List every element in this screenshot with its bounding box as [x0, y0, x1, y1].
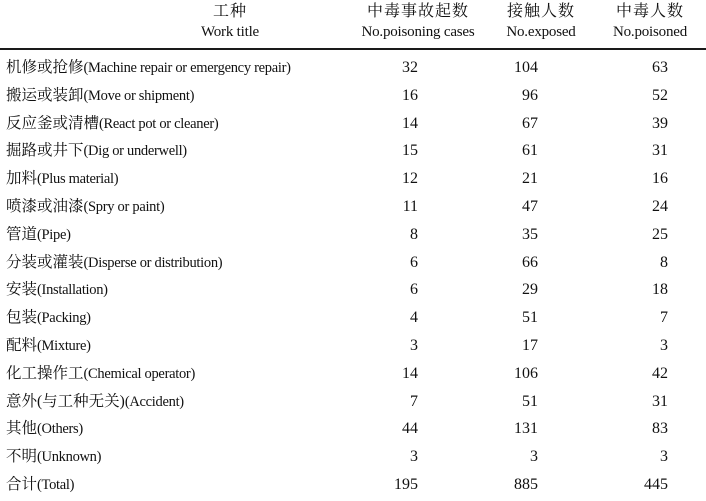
- work-title-cell: [6, 110, 218, 139]
- work-title-en: (Machine repair or emergency repair): [83, 60, 291, 76]
- poisoned-cell: 18: [652, 281, 668, 299]
- header-rule: [0, 48, 706, 50]
- work-title-zh: 加料: [6, 170, 38, 188]
- exposed-cell: 3: [530, 448, 538, 466]
- poisoned-cell: 3: [660, 336, 668, 354]
- header-poisoned-en: No.poisoned: [612, 24, 688, 40]
- table-row: [0, 82, 706, 110]
- work-title-zh: 不明: [6, 448, 38, 466]
- work-title-cell: [6, 165, 118, 194]
- work-title-zh: 合计: [6, 475, 38, 493]
- work-title-cell: [6, 360, 195, 389]
- work-title-cell: [6, 471, 74, 500]
- table-row: [0, 221, 706, 249]
- exposed-cell: 885: [514, 475, 538, 493]
- table-row: [0, 193, 706, 221]
- exposed-cell: 21: [522, 170, 538, 188]
- cases-cell: 7: [410, 392, 418, 410]
- table-row: [0, 54, 706, 82]
- poisoned-cell: 42: [652, 364, 668, 382]
- exposed-cell: 51: [522, 309, 538, 327]
- exposed-cell: 35: [522, 225, 538, 243]
- exposed-cell: 29: [522, 281, 538, 299]
- table-body: [0, 54, 706, 499]
- work-title-en: (Accident): [124, 393, 184, 410]
- work-title-en: (Pipe): [37, 226, 71, 243]
- poisoned-cell: 25: [652, 225, 668, 243]
- exposed-cell: 51: [522, 392, 538, 410]
- work-title-zh: 包装: [6, 309, 38, 327]
- work-title-en: (Move or shipment): [83, 87, 195, 104]
- poisoned-cell: 445: [644, 475, 668, 493]
- work-title-en: (Installation): [37, 282, 108, 299]
- work-title-cell: [6, 443, 101, 472]
- work-title-cell: [6, 415, 83, 444]
- work-title-zh: 安装: [6, 281, 38, 299]
- cases-cell: 8: [410, 225, 418, 243]
- cases-cell: 14: [402, 114, 418, 132]
- table-row: [0, 415, 706, 443]
- poisoned-cell: 31: [652, 142, 668, 160]
- exposed-cell: 96: [522, 86, 538, 104]
- work-title-en: (Packing): [37, 310, 91, 327]
- exposed-cell: 106: [514, 364, 538, 382]
- work-title-cell: [6, 332, 91, 361]
- work-title-cell: [6, 82, 194, 111]
- poisoned-cell: 24: [652, 197, 668, 215]
- work-title-zh: 意外(与工种无关): [6, 392, 125, 410]
- header-exposed: [485, 2, 597, 42]
- work-title-zh: 化工操作工: [6, 364, 84, 382]
- cases-cell: 3: [410, 448, 418, 466]
- exposed-cell: 67: [522, 114, 538, 132]
- poisoned-cell: 83: [652, 420, 668, 438]
- work-title-en: (React pot or cleaner): [99, 115, 219, 132]
- header-exposed-zh: 接触人数: [506, 3, 575, 20]
- cases-cell: 6: [410, 253, 418, 271]
- cases-cell: 15: [402, 142, 418, 160]
- header-poisoned: [595, 2, 705, 42]
- work-title-zh: 分装或灌装: [6, 253, 84, 271]
- work-title-zh: 喷漆或油漆: [6, 197, 84, 215]
- work-title-zh: 管道: [6, 225, 38, 243]
- header-poisoning-cases-zh: 中毒事故起数: [366, 3, 469, 20]
- work-title-en: (Chemical operator): [83, 365, 195, 382]
- work-title-cell: [6, 54, 291, 83]
- cases-cell: 4: [410, 309, 418, 327]
- poisoned-cell: 16: [652, 170, 668, 188]
- poisoned-cell: 3: [660, 448, 668, 466]
- cases-cell: 195: [394, 475, 418, 493]
- exposed-cell: 104: [514, 59, 538, 76]
- table-row: [0, 249, 706, 277]
- cases-cell: 14: [402, 364, 418, 382]
- table-row: [0, 137, 706, 165]
- table-row-total: [0, 471, 706, 499]
- cases-cell: 44: [402, 420, 418, 438]
- table-row: [0, 110, 706, 138]
- work-title-zh: 机修或抢修: [6, 59, 84, 76]
- work-title-cell: [6, 304, 91, 333]
- cases-cell: 16: [402, 86, 418, 104]
- poisoned-cell: 7: [660, 309, 668, 327]
- work-title-en: (Dig or underwell): [83, 143, 187, 160]
- poisoned-cell: 63: [652, 59, 668, 76]
- exposed-cell: 17: [522, 336, 538, 354]
- poisoned-cell: 39: [652, 114, 668, 132]
- work-title-zh: 其他: [6, 420, 38, 438]
- poisoned-cell: 52: [652, 86, 668, 104]
- work-title-zh: 搬运或装卸: [6, 86, 84, 104]
- table-row: [0, 388, 706, 416]
- table-row: [0, 360, 706, 388]
- header-exposed-en: No.exposed: [506, 24, 576, 40]
- work-title-en: (Spry or paint): [83, 198, 165, 215]
- work-title-zh: 掘路或井下: [6, 142, 84, 160]
- work-title-en: (Unknown): [37, 449, 102, 466]
- table-row: [0, 443, 706, 471]
- exposed-cell: 47: [522, 197, 538, 215]
- work-title-cell: [6, 276, 108, 305]
- header-poisoned-zh: 中毒人数: [615, 3, 684, 20]
- work-title-en: (Mixture): [37, 337, 91, 354]
- table-header: [0, 0, 706, 48]
- table-row: [0, 276, 706, 304]
- work-title-en: (Total): [37, 476, 75, 493]
- table-row: [0, 304, 706, 332]
- exposed-cell: 61: [522, 142, 538, 160]
- work-title-cell: [6, 221, 71, 250]
- work-title-en: (Others): [37, 421, 83, 438]
- cases-cell: 12: [402, 170, 418, 188]
- poisoned-cell: 31: [652, 392, 668, 410]
- cases-cell: 32: [402, 59, 418, 76]
- work-title-cell: [6, 137, 187, 166]
- cases-cell: 11: [402, 197, 418, 215]
- header-poisoning-cases: [338, 2, 498, 42]
- header-work-title: [130, 2, 330, 42]
- poisoned-cell: 8: [660, 253, 668, 271]
- cases-cell: 3: [410, 336, 418, 354]
- work-title-cell: [6, 193, 164, 222]
- work-title-en: (Plus material): [37, 171, 119, 188]
- table-row: [0, 165, 706, 193]
- table-row: [0, 332, 706, 360]
- work-title-cell: [6, 388, 184, 417]
- exposed-cell: 131: [514, 420, 538, 438]
- work-title-zh: 反应釜或清槽: [6, 114, 100, 132]
- cases-cell: 6: [410, 281, 418, 299]
- header-work-title-en: Work title: [200, 24, 260, 40]
- work-title-en: (Disperse or distribution): [83, 254, 223, 271]
- work-title-zh: 配料: [6, 336, 38, 354]
- work-title-cell: [6, 249, 222, 278]
- header-work-title-zh: 工种: [212, 3, 247, 20]
- header-poisoning-cases-en: No.poisoning cases: [361, 24, 475, 40]
- exposed-cell: 66: [522, 253, 538, 271]
